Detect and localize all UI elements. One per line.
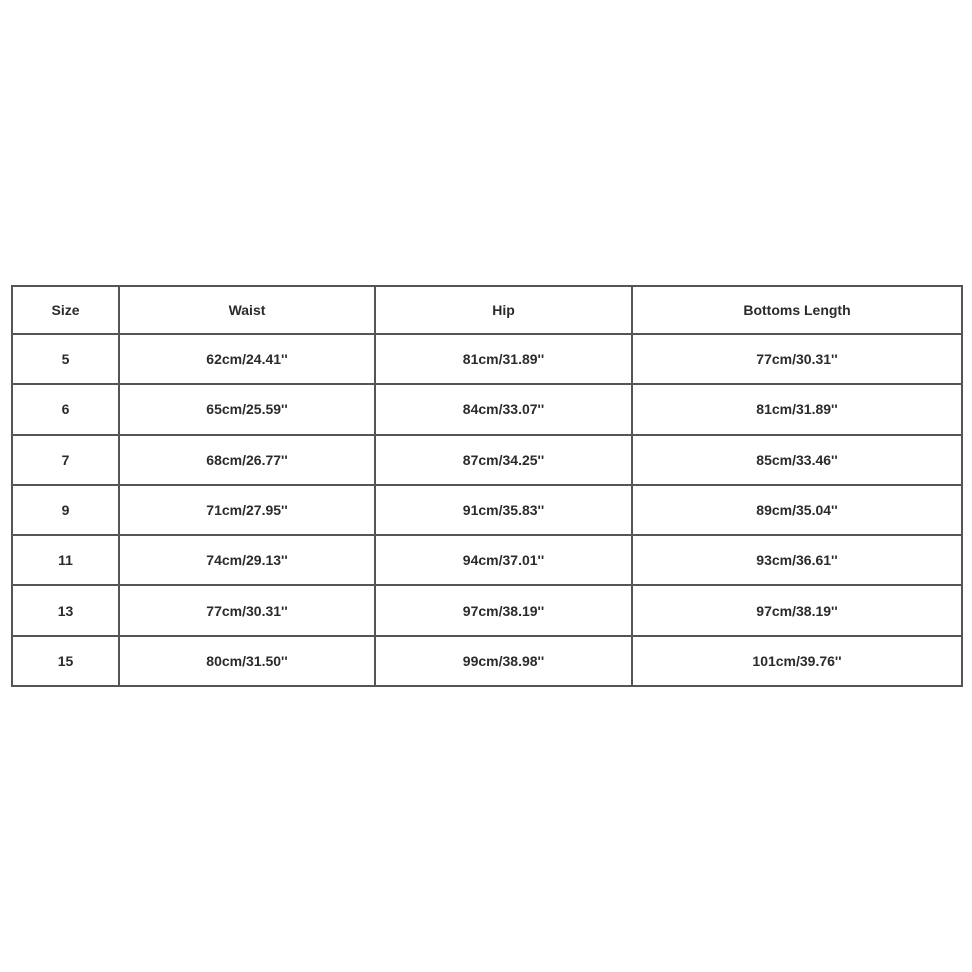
cell-hip: 94cm/37.01'' xyxy=(375,535,632,585)
cell-hip: 84cm/33.07'' xyxy=(375,384,632,434)
cell-hip: 87cm/34.25'' xyxy=(375,435,632,485)
cell-size: 7 xyxy=(12,435,119,485)
cell-hip: 97cm/38.19'' xyxy=(375,585,632,635)
cell-size: 9 xyxy=(12,485,119,535)
header-hip: Hip xyxy=(375,286,632,334)
table-row xyxy=(12,334,962,384)
table-row xyxy=(12,636,962,686)
cell-size: 5 xyxy=(12,334,119,384)
cell-bottoms-length: 93cm/36.61'' xyxy=(632,535,962,585)
header-bottoms-length: Bottoms Length xyxy=(632,286,962,334)
cell-size: 15 xyxy=(12,636,119,686)
cell-waist: 65cm/25.59'' xyxy=(119,384,375,434)
table-row xyxy=(12,535,962,585)
cell-waist: 77cm/30.31'' xyxy=(119,585,375,635)
cell-bottoms-length: 85cm/33.46'' xyxy=(632,435,962,485)
cell-size: 13 xyxy=(12,585,119,635)
cell-size: 11 xyxy=(12,535,119,585)
header-size: Size xyxy=(12,286,119,334)
cell-waist: 71cm/27.95'' xyxy=(119,485,375,535)
cell-hip: 99cm/38.98'' xyxy=(375,636,632,686)
cell-hip: 81cm/31.89'' xyxy=(375,334,632,384)
table-row xyxy=(12,485,962,535)
table-row xyxy=(12,384,962,434)
cell-bottoms-length: 101cm/39.76'' xyxy=(632,636,962,686)
cell-bottoms-length: 97cm/38.19'' xyxy=(632,585,962,635)
cell-hip: 91cm/35.83'' xyxy=(375,485,632,535)
table-header-row xyxy=(12,286,962,334)
cell-size: 6 xyxy=(12,384,119,434)
cell-waist: 74cm/29.13'' xyxy=(119,535,375,585)
header-waist: Waist xyxy=(119,286,375,334)
cell-bottoms-length: 81cm/31.89'' xyxy=(632,384,962,434)
cell-waist: 62cm/24.41'' xyxy=(119,334,375,384)
cell-waist: 68cm/26.77'' xyxy=(119,435,375,485)
cell-bottoms-length: 77cm/30.31'' xyxy=(632,334,962,384)
cell-bottoms-length: 89cm/35.04'' xyxy=(632,485,962,535)
table-row xyxy=(12,585,962,635)
cell-waist: 80cm/31.50'' xyxy=(119,636,375,686)
table-row xyxy=(12,435,962,485)
size-chart-table xyxy=(11,285,963,687)
